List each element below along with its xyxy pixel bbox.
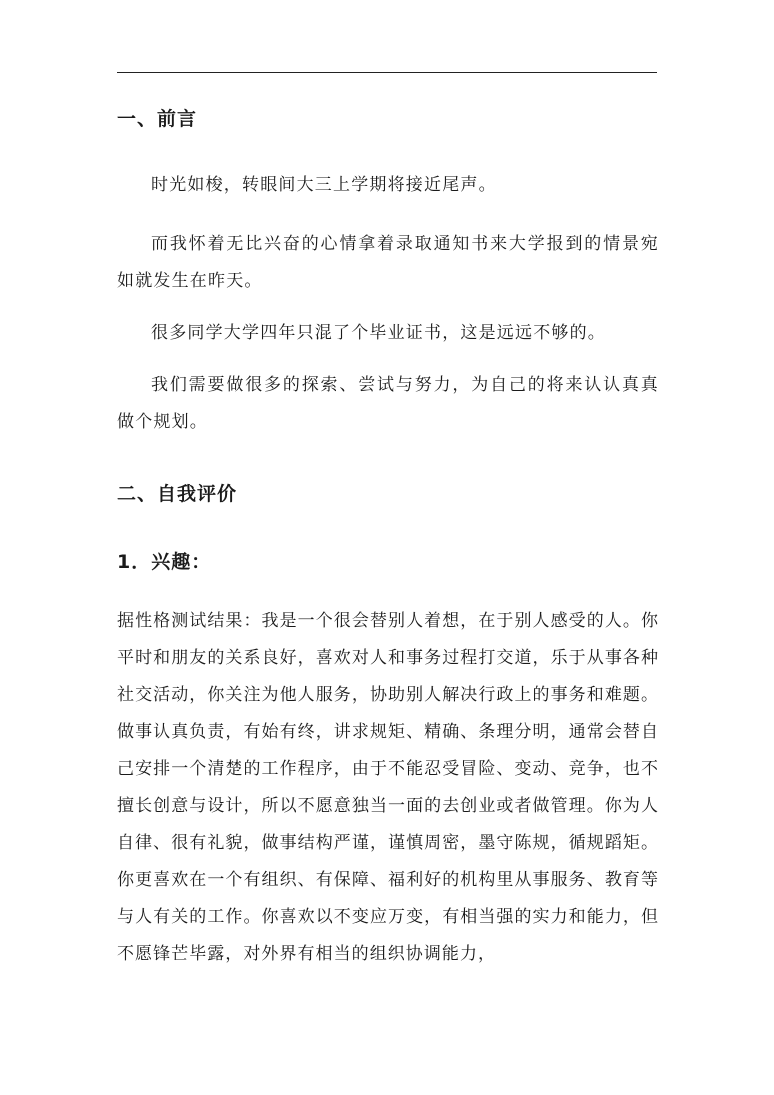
- subsection-heading-interest: 1．兴趣：: [117, 551, 212, 573]
- header-rule: [117, 72, 657, 73]
- preface-paragraph-4: 我们需要做很多的探索、尝试与努力，为自己的将来认认真真做个规划。: [117, 375, 659, 432]
- interest-body-paragraph: 据性格测试结果：我是一个很会替别人着想，在于别人感受的人。你平时和朋友的关系良好，喜欢对人和事务过程打交道，乐于从事各种社交活动，你关注为他人服务，协助别人解决行政上的事务和难题。做事认真负责，有始有终，讲求规矩、精确、条理分明，通常会替自己安排一个清楚的工作程序，由于不能忍受冒险、变动、竞争，也不擅长创意与设计，所以不愿意独当一面的去创业或者做管理。你为人自律、很有礼貌，做事结构严谨，谨慎周密，墨守陈规，循规蹈矩。你更喜欢在一个有组织、有保障、福利好的机构里从事服务、教育等与人有关的工作。你喜欢以不变应万变，有相当强的实力和能力，但不愿锋芒毕露，对外界有相当的组织协调能力，: [117, 611, 659, 964]
- section-heading-preface: 一、前言: [117, 108, 198, 130]
- preface-paragraph-2: 而我怀着无比兴奋的心情拿着录取通知书来大学报到的情景宛如就发生在昨天。: [117, 234, 659, 291]
- preface-paragraph-3: 很多同学大学四年只混了个毕业证书，这是远远不够的。: [151, 323, 606, 343]
- section-heading-self-evaluation: 二、自我评价: [117, 483, 238, 505]
- preface-paragraph-1: 时光如梭，转眼间大三上学期将接近尾声。: [151, 175, 497, 195]
